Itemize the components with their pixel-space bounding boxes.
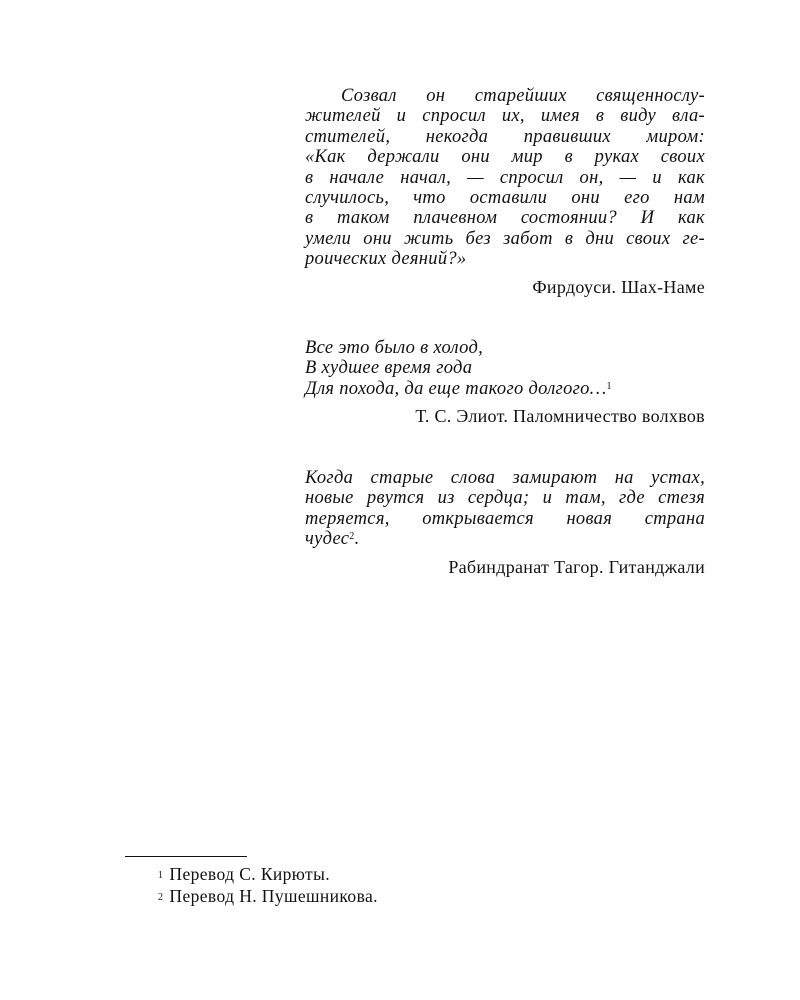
quote-line: жителей и спросил их, имея в виду вла- [305,106,705,127]
quote-line: Когда старые слова замирают на устах, [305,468,705,488]
quote-line: умели они жить без забот в дни своих ге- [305,228,705,249]
quote-line: «Как держали они мир в руках своих [305,147,705,168]
epigraph-tagore [305,468,705,578]
footnote-ref[interactable]: 1 [606,380,612,392]
footnotes [158,863,378,907]
quote-line: стителей, некогда правивших миром: [305,126,705,147]
quote-line: новые рвутся из сердца; и там, где стезя [305,488,705,509]
footnote-item [158,863,378,885]
epigraph-eliot [305,338,705,427]
footnote-text: Перевод С. Кирюты. [169,864,331,884]
footnote-divider [125,856,247,857]
verse-line-text: Для похода, да еще такого долгого… [305,378,607,399]
epigraph-attribution: Фирдоуси. Шах-Наме [532,276,705,297]
quote-line [305,529,705,549]
epigraph-quote [305,468,705,550]
quote-line: в таком плачевном состоянии? И как [305,208,705,229]
quote-line: роических деяний?» [305,249,467,270]
footnote-mark: 2 [158,892,164,903]
quote-trailing-punct: . [354,529,360,550]
epigraph-quote [305,338,705,399]
epigraph-attribution: Рабиндранат Тагор. Гитанджали [448,556,705,577]
footnote-mark: 1 [158,870,164,881]
quote-line: теряется, открывается новая страна [305,508,705,529]
verse-line: В худшее время года [305,358,473,379]
quote-line: Созвал он старейших священнослу- [341,86,705,106]
epigraph-attribution: Т. С. Элиот. Паломничество волхвов [415,406,705,427]
epigraph-ferdowsi [305,86,705,298]
quote-line: в начале начал, — спросил он, — и как [305,167,705,188]
quote-line-text: чудес [305,529,350,550]
verse-line: Все это было в холод, [305,338,484,358]
footnote-text: Перевод Н. Пушешникова. [169,886,378,906]
footnote-item [158,885,378,907]
epigraph-quote [305,86,705,270]
verse-line [305,379,705,399]
quote-line: случилось, что оставили они его нам [305,188,705,209]
footnote-ref[interactable]: 2 [349,531,355,543]
